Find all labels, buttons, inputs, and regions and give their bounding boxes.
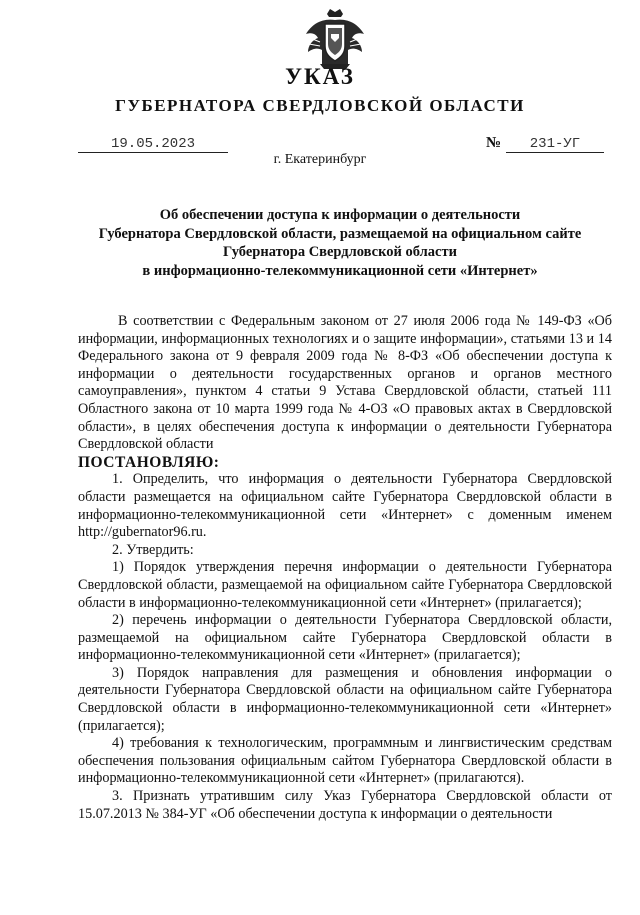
item-2-3: 3) Порядок направления для размещения и обновления информации о деятельности Губернатора Свердловской области на официальном сайте Губернатора Свердловской области в информационно-телекоммуникационной сети «Интернет» (прилагается); [78,664,612,734]
coat-of-arms-icon [300,8,370,70]
item-3: 3. Признать утратившим силу Указ Губернатора Свердловской области от 15.07.2013 № 384-УГ «Об обеспечении доступа к информации о деятельности [78,788,612,822]
item-2-1: 1) Порядок утверждения перечня информации о деятельности Губернатора Свердловской области, размещаемой на официальном сайте Губернатора Свердловской области в информационно-телекоммуникационной сети «Интернет» (прилагается); [78,559,612,611]
date-line [78,134,228,153]
item-2-4: 4) требования к технологическим, программным и лингвистическим средствам обеспечения пользования официальным сайтом Губернатора Свердловской области в информационно-телекоммуникационной сети «Интернет» (прилагаются). [78,735,612,787]
issuer-title: ГУБЕРНАТОРА СВЕРДЛОВСКОЙ ОБЛАСТИ [115,96,525,115]
title-line: Губернатора Свердловской области [223,244,457,260]
title-line: Губернатора Свердловской области, размещаемой на официальном сайте [98,225,582,242]
document-body [78,313,612,823]
title-line: Об обеспечении доступа к информации о деятельности [159,207,521,223]
document-number: 231-УГ [529,136,581,152]
document-date: 19.05.2023 [110,136,195,152]
city: г. Екатеринбург [273,152,367,167]
document-type-title: УКАЗ [285,64,355,89]
title-line: в информационно-телекоммуникационной сети «Интернет» [142,262,538,279]
preamble-paragraph: В соответствии с Федеральным законом от 27 июля 2006 года № 149-ФЗ «Об информации, информационных технологиях и о защите информации», статьями 13 и 14 Федерального закона от 9 февраля 2009 года № 8-ФЗ «Об обеспечении доступа к информации о деятельности государственных органов и органов местного самоуправления», пунктом 4 статьи 9 Устава Свердловской области, статьей 111 Областного закона от 10 марта 1999 года № 4-ОЗ «О правовых актах в Свердловской области», в целях обеспечения доступа к информации о деятельности Губернатора Свердловской области [78,313,612,453]
item-2: 2. Утвердить: [112,541,194,558]
item-1: 1. Определить, что информация о деятельности Губернатора Свердловской области размещается на официальном сайте Губернатора Свердловской области в информационно-телекоммуникационной сети «Интернет» с доменным именем http://gubernator96.ru. [78,471,612,541]
decree-word: ПОСТАНОВЛЯЮ: [78,453,220,471]
document-title [40,206,640,280]
number-sign: № [486,135,502,151]
number-line [506,134,604,153]
item-2-2: 2) перечень информации о деятельности Губернатора Свердловской области, размещаемой на официальном сайте Губернатора Свердловской области в информационно-телекоммуникационной сети «Интернет» (прилагается); [78,612,612,664]
